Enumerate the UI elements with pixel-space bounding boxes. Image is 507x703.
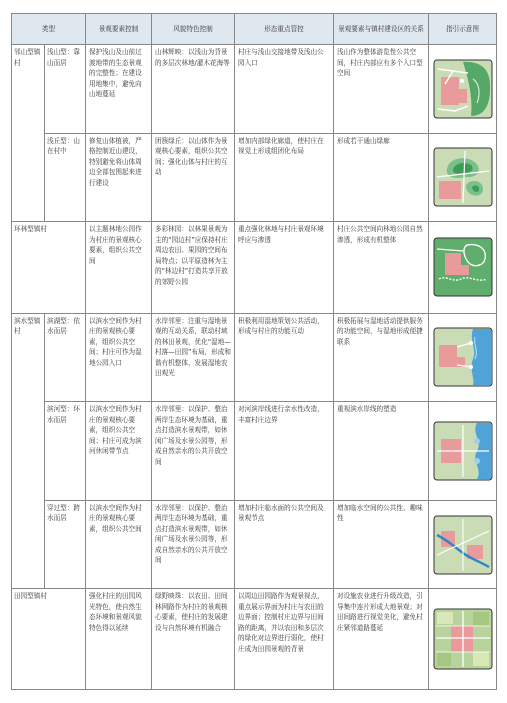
form-cell: 对河滨岸线进行亲水性改造，丰富村庄边界 <box>235 402 334 501</box>
header-relation: 景观要素与镇村建设区的关系 <box>334 14 429 45</box>
style-cell: 团簇绿丘：以山体作为景观核心要素，组织公共空间；强化山体与村庄的互动 <box>152 133 235 222</box>
table-row <box>12 313 497 402</box>
lakeside-diagram-icon <box>433 327 493 387</box>
form-cell: 增加村庄临水面的公共空间及景观节点 <box>235 500 334 589</box>
diagram-cell <box>429 313 497 402</box>
relation-cell: 村庄公共空间向林地公园自然渗透，形成有机整体 <box>334 222 429 314</box>
element-cell: 以滨水空间作为村庄的景观核心要素，组织公共空间 <box>86 500 152 589</box>
element-cell: 以主题林地公园作为村庄的景观核心要素，组织公共空间 <box>86 222 152 314</box>
header-type: 类型 <box>12 14 86 45</box>
group-forest: 环林型镇村 <box>12 222 86 314</box>
element-cell: 保护浅山及山前过渡地带的生态景观的完整性；在建设用地集中，避免向山地蔓延 <box>86 45 152 134</box>
group-farmland: 田园型镇村 <box>12 589 86 690</box>
group-water: 滨水型镇村 <box>12 313 45 589</box>
table-row <box>12 45 497 134</box>
header-style-control: 风貌特色控制 <box>152 14 235 45</box>
diagram-cell <box>429 402 497 501</box>
element-cell: 修复山体植被，严格控制近山建设，特别避免将山体周边全部包围起来进行建设 <box>86 133 152 222</box>
style-cell: 多彩林园：以林果景观为主的“园边村”应保持村庄周边农田、果园的空间布局特点；以平原造林为主的“林边村”打造共享开放的郊野公园 <box>152 222 235 314</box>
guideline-table-wrapper <box>11 13 496 690</box>
subtype-cell: 滨湖型：依水而居 <box>45 313 86 402</box>
element-cell: 以滨水空间作为村庄的景观核心要素，组织公共空间；村庄可成为滨河休闲带节点 <box>86 402 152 501</box>
table-row <box>12 133 497 222</box>
relation-cell: 浅山作为整体游览性公共空间，村庄内部应有多个入口型空间 <box>334 45 429 134</box>
relation-cell: 重视滨水岸线的塑造 <box>334 402 429 501</box>
form-cell: 增加内部绿化廊道，使村庄在视觉上形成组团化布局 <box>235 133 334 222</box>
table-row <box>12 222 497 314</box>
cross-water-diagram-icon <box>433 515 493 575</box>
diagram-cell <box>429 589 497 690</box>
riverside-diagram-icon <box>433 421 493 481</box>
header-landscape-element: 景观要素控制 <box>86 14 152 45</box>
style-cell: 水岸邻里：以保护、整治两岸生态环境为基础，重点打造滨水景观带，如休闲广场及水景公园等，形成自然亲水的公共开放空间 <box>152 500 235 589</box>
subtype-cell: 浅山型：靠山而居 <box>45 45 86 134</box>
form-cell: 重点强化林地与村庄景观环境呼应与渗透 <box>235 222 334 314</box>
style-cell: 绿野映珠：以农田、田间林网路作为村庄的景观核心要素，使村庄的发展建设与自然环境有机融合 <box>152 589 235 690</box>
header-form-control: 形态重点管控 <box>235 14 334 45</box>
form-cell: 以周边田园路作为观景视点，重点展示界面为村庄与农田的边界面；控制村庄边界与田间路的距离，并以农田和多层次的绿化对边界进行弱化，使村庄成为田园景观的背景 <box>235 589 334 690</box>
diagram-cell <box>429 133 497 222</box>
relation-cell: 形成若干通山绿廊 <box>334 133 429 222</box>
table-row <box>12 402 497 501</box>
diagram-cell <box>429 500 497 589</box>
farmland-diagram-icon <box>433 608 493 670</box>
table-row <box>12 589 497 690</box>
diagram-cell <box>429 222 497 314</box>
style-cell: 山林辉映：以浅山为背景的多层次林地/灌木花海等 <box>152 45 235 134</box>
diagram-cell <box>429 45 497 134</box>
relation-cell: 增加临水空间的公共性、趣味性 <box>334 500 429 589</box>
subtype-cell: 浅丘型：山在村中 <box>45 133 86 222</box>
shallow-hill-diagram-icon <box>433 147 493 207</box>
village-landscape-guideline-table <box>11 13 497 690</box>
subtype-cell: 滨河型：环水而居 <box>45 402 86 501</box>
relation-cell: 积极拓展与湿地活动提供服务的功能空间，与湿地形成便捷联系 <box>334 313 429 402</box>
shallow-mountain-diagram-icon <box>433 59 493 119</box>
style-cell: 水岸邻里：注重与湿地景观的互动关系，联动村域的林田景观，优化“湿地—村落—田园”布局，形成和谐有机整体，发展湿地农田观光 <box>152 313 235 402</box>
form-cell: 积极利用湿地策划公共活动，形成与村庄的功能互动 <box>235 313 334 402</box>
forest-diagram-icon <box>433 237 493 297</box>
element-cell: 强化村庄的田园风光特色，使自然生态环境和景观风貌特色得以延续 <box>86 589 152 690</box>
style-cell: 水岸邻里：以保护、整治两岸生态环境为基础，重点打造滨水景观带，如休闲广场及水景公园等，形成自然亲水的公共开放空间 <box>152 402 235 501</box>
group-mountain: 邻山型镇村 <box>12 45 45 222</box>
table-header-row <box>12 14 497 45</box>
element-cell: 以滨水空间作为村庄的景观核心要素，组织公共空间；村庄可作为湿地公园入口 <box>86 313 152 402</box>
header-diagram: 指引示意图 <box>429 14 497 45</box>
form-cell: 村庄与浅山交接地带及浅山公园入口 <box>235 45 334 134</box>
table-row <box>12 500 497 589</box>
relation-cell: 对设施农业进行升级改造，引导集中连片形成大地景观；对田间路进行视觉美化，避免村庄紧邻道路蔓延 <box>334 589 429 690</box>
subtype-cell: 穿过型：跨水而居 <box>45 500 86 589</box>
